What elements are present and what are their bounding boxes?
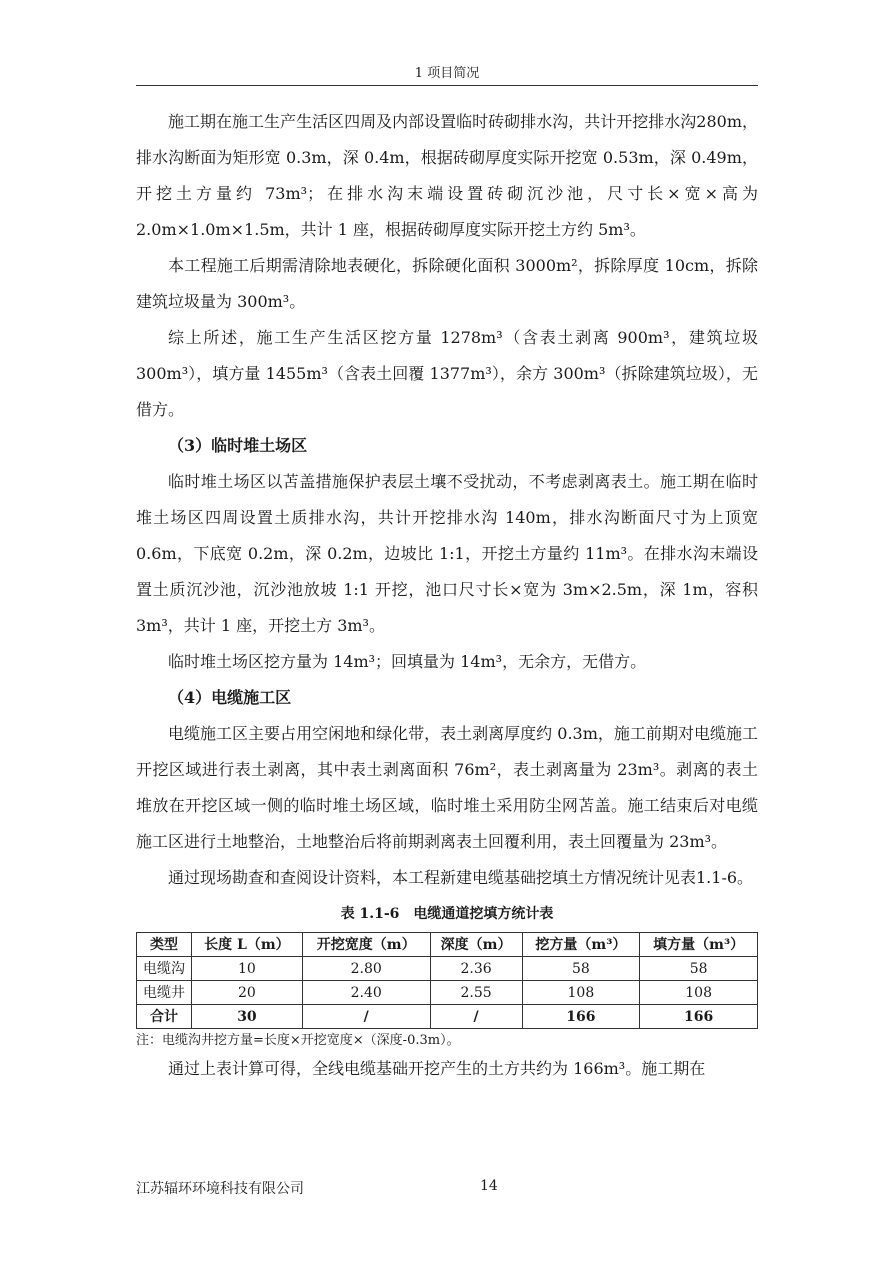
- paragraph-conclusion: 通过上表计算可得，全线电缆基础开挖产生的土方共约为 166m³。施工期在: [168, 1059, 706, 1078]
- table-note: 注：电缆沟井挖方量=长度×开挖宽度×（深度-0.3m）。: [136, 1033, 460, 1048]
- table-cell: 30: [192, 1005, 303, 1029]
- page-number: 14: [480, 1178, 498, 1194]
- earthwork-table: [136, 932, 758, 1029]
- document-body: [136, 104, 758, 1087]
- page-header: 1 项目简况: [136, 62, 758, 86]
- table-header-cell: 挖方量（m³）: [522, 933, 640, 957]
- table-cell: 166: [640, 1005, 758, 1029]
- section-heading-stockpile: （3）临时堆土场区: [168, 436, 308, 455]
- table-cell: 2.36: [430, 957, 522, 981]
- table-header-cell: 深度（m）: [430, 933, 522, 957]
- table-row: [137, 981, 758, 1005]
- table-cell: 58: [640, 957, 758, 981]
- table-cell: 2.80: [302, 957, 430, 981]
- table-title: 表 1.1-6 电缆通道挖填方统计表: [340, 906, 554, 922]
- table-header-cell: 填方量（m³）: [640, 933, 758, 957]
- table-cell: 2.40: [302, 981, 430, 1005]
- table-cell: 20: [192, 981, 303, 1005]
- paragraph-drainage: 施工期在施工生产生活区四周及内部设置临时砖砌排水沟，共计开挖排水沟280m，排水沟断面为矩形宽 0.3m，深 0.4m，根据砖砌厚度实际开挖宽 0.53m，深 0.49m，开挖土方量约 73m³；在排水沟末端设置砖砌沉沙池，尺寸长×宽×高为 2.0m×1.0m×1.5m，共计 1 座，根据砖砌厚度实际开挖土方约 5m³。: [136, 112, 758, 239]
- table-header-cell: 开挖宽度（m）: [302, 933, 430, 957]
- paragraph-demolition: 本工程施工后期需清除地表硬化，拆除硬化面积 3000m²，拆除厚度 10cm，拆除建筑垃圾量为 300m³。: [136, 256, 758, 311]
- table-row: [137, 957, 758, 981]
- table-cell: 108: [522, 981, 640, 1005]
- table-cell: /: [302, 1005, 430, 1029]
- table-cell: 电缆井: [137, 981, 192, 1005]
- table-cell: /: [430, 1005, 522, 1029]
- footer-company: 江苏辐环环境科技有限公司: [136, 1181, 304, 1197]
- paragraph-stockpile: 临时堆土场区以苫盖措施保护表层土壤不受扰动，不考虑剥离表土。施工期在临时堆土场区四周设置土质排水沟，共计开挖排水沟 140m，排水沟断面尺寸为上顶宽 0.6m，下底宽 0.2m，深 0.2m，边坡比 1:1，开挖土方量约 11m³。在排水沟末端设置土质沉沙池，沉沙池放坡 1:1 开挖，池口尺寸长×宽为 3m×2.5m，深 1m，容积 3m³，共计 1 座，开挖土方 3m³。: [136, 472, 758, 635]
- table-cell: 108: [640, 981, 758, 1005]
- paragraph-summary: 综上所述，施工生产生活区挖方量 1278m³（含表土剥离 900m³，建筑垃圾300m³），填方量 1455m³（含表土回覆 1377m³），余方 300m³（拆除建筑垃圾），无借方。: [136, 328, 758, 419]
- table-cell: 166: [522, 1005, 640, 1029]
- paragraph-table-ref: 通过现场勘查和查阅设计资料，本工程新建电缆基础挖填土方情况统计见表1.1-6。: [168, 868, 754, 887]
- table-header-cell: 类型: [137, 933, 192, 957]
- table-cell: 合计: [137, 1005, 192, 1029]
- table-header-row: [137, 933, 758, 957]
- table-cell: 电缆沟: [137, 957, 192, 981]
- table-total-row: [137, 1005, 758, 1029]
- table-cell: 10: [192, 957, 303, 981]
- table-cell: 58: [522, 957, 640, 981]
- section-heading-cable: （4）电缆施工区: [168, 688, 292, 707]
- paragraph-stockpile-summary: 临时堆土场区挖方量为 14m³；回填量为 14m³，无余方，无借方。: [168, 652, 647, 671]
- paragraph-cable: 电缆施工区主要占用空闲地和绿化带，表土剥离厚度约 0.3m，施工前期对电缆施工开挖区域进行表土剥离，其中表土剥离面积 76m²，表土剥离量为 23m³。剥离的表土堆放在开挖区域一侧的临时堆土场区域，临时堆土采用防尘网苫盖。施工结束后对电缆施工区进行土地整治，土地整治后将前期剥离表土回覆利用，表土回覆量为 23m³。: [136, 724, 758, 851]
- table-cell: 2.55: [430, 981, 522, 1005]
- table-header-cell: 长度 L（m）: [192, 933, 303, 957]
